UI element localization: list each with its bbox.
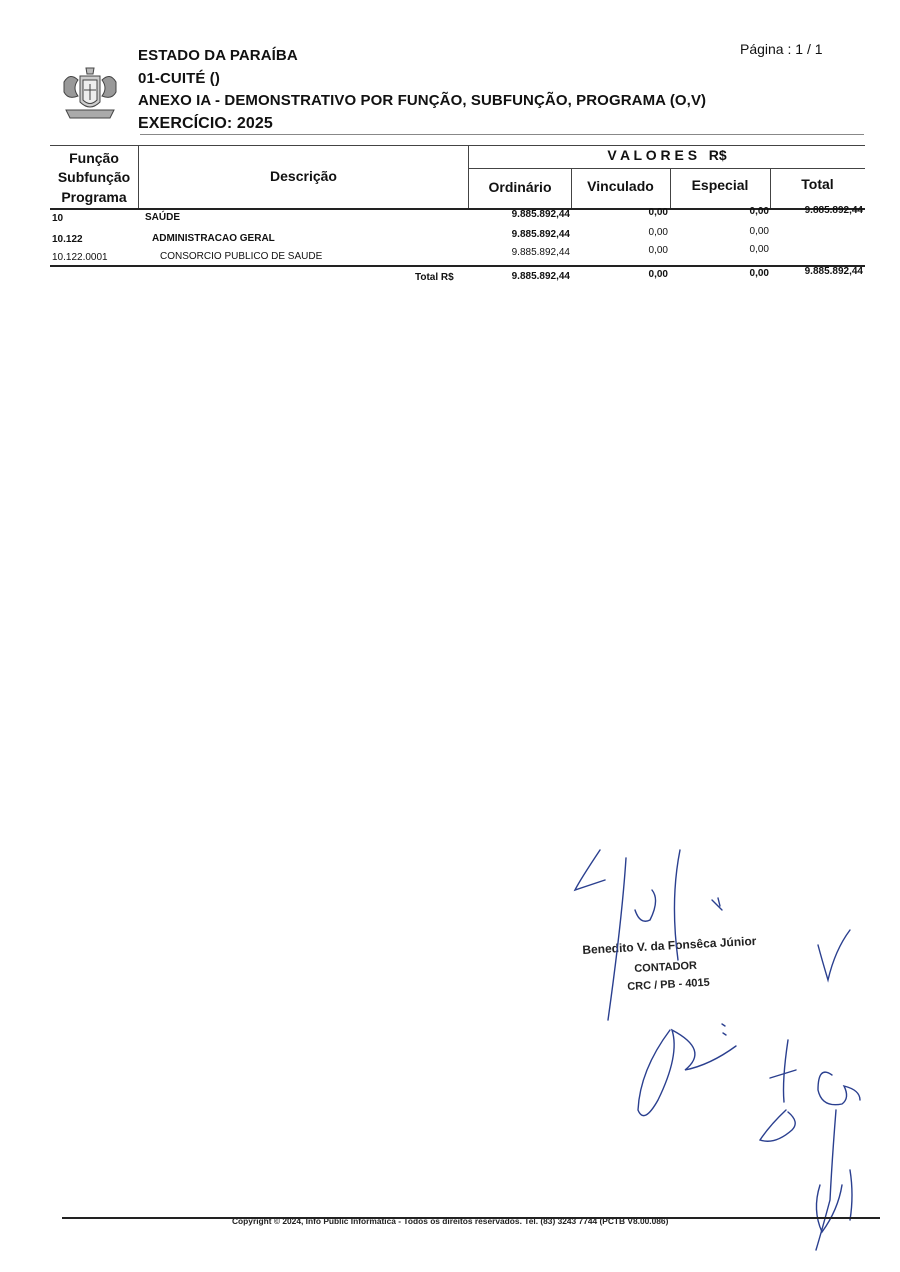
row-vinculado: 0,00 bbox=[648, 207, 668, 218]
row-especial: 0,00 bbox=[749, 206, 769, 217]
handwritten-signatures bbox=[560, 840, 880, 1260]
row-code: 10.122.0001 bbox=[52, 252, 108, 263]
total-ordinario: 9.885.892,44 bbox=[511, 271, 570, 282]
col-header-vinculado: Vinculado bbox=[587, 178, 654, 194]
row-total: 9.885.892,44 bbox=[804, 205, 863, 216]
col-header-ordinario: Ordinário bbox=[488, 179, 552, 195]
state-name: ESTADO DA PARAÍBA bbox=[138, 47, 298, 64]
row-description: ADMINISTRACAO GERAL bbox=[152, 233, 275, 244]
totals-rule bbox=[50, 265, 865, 267]
row-ordinario: 9.885.892,44 bbox=[511, 209, 570, 220]
footer-copyright: Copyright © 2024, Info Public Informática - Todos os direitos reservados. Tel. (83) 3243 7744 (PCTB V8.00.086) bbox=[232, 1216, 669, 1226]
row-ordinario: 9.885.892,44 bbox=[511, 229, 570, 240]
entity-name: 01-CUITÉ () bbox=[138, 70, 220, 87]
state-coat-of-arms-icon bbox=[58, 62, 122, 124]
col-header-total: Total bbox=[801, 176, 834, 192]
col-header-descricao: Descrição bbox=[270, 168, 337, 184]
total-label: Total R$ bbox=[415, 272, 454, 283]
row-especial: 0,00 bbox=[749, 244, 769, 255]
col-header-funcao: Função bbox=[69, 150, 119, 166]
total-especial: 0,00 bbox=[749, 268, 769, 279]
total-total: 9.885.892,44 bbox=[804, 266, 863, 277]
page-number: Página : 1 / 1 bbox=[740, 41, 823, 57]
report-title: ANEXO IA - DEMONSTRATIVO POR FUNÇÃO, SUBFUNÇÃO, PROGRAMA (O,V) bbox=[138, 92, 707, 109]
row-ordinario: 9.885.892,44 bbox=[511, 247, 570, 258]
exercise-year: EXERCÍCIO: 2025 bbox=[138, 115, 273, 132]
col-header-programa: Programa bbox=[61, 189, 127, 205]
row-code: 10 bbox=[52, 213, 64, 224]
row-code: 10.122 bbox=[52, 234, 83, 245]
accountant-registry: CRC / PB - 4015 bbox=[627, 976, 711, 993]
row-vinculado: 0,00 bbox=[648, 245, 668, 256]
row-description: CONSORCIO PUBLICO DE SAUDE bbox=[160, 251, 323, 262]
values-header: V A L O R E S R$ bbox=[607, 147, 727, 163]
table-top-rule bbox=[50, 145, 865, 146]
row-description: SAÚDE bbox=[145, 212, 181, 223]
col-header-especial: Especial bbox=[691, 177, 749, 193]
accountant-name: Benedito V. da Fonsêca Júnior bbox=[582, 933, 757, 957]
row-especial: 0,00 bbox=[749, 226, 769, 237]
row-vinculado: 0,00 bbox=[648, 227, 668, 238]
total-vinculado: 0,00 bbox=[648, 269, 668, 280]
header-divider bbox=[140, 134, 864, 135]
col-header-subfuncao: Subfunção bbox=[57, 169, 131, 185]
values-subrule bbox=[469, 168, 865, 169]
accountant-role: CONTADOR bbox=[634, 959, 698, 975]
